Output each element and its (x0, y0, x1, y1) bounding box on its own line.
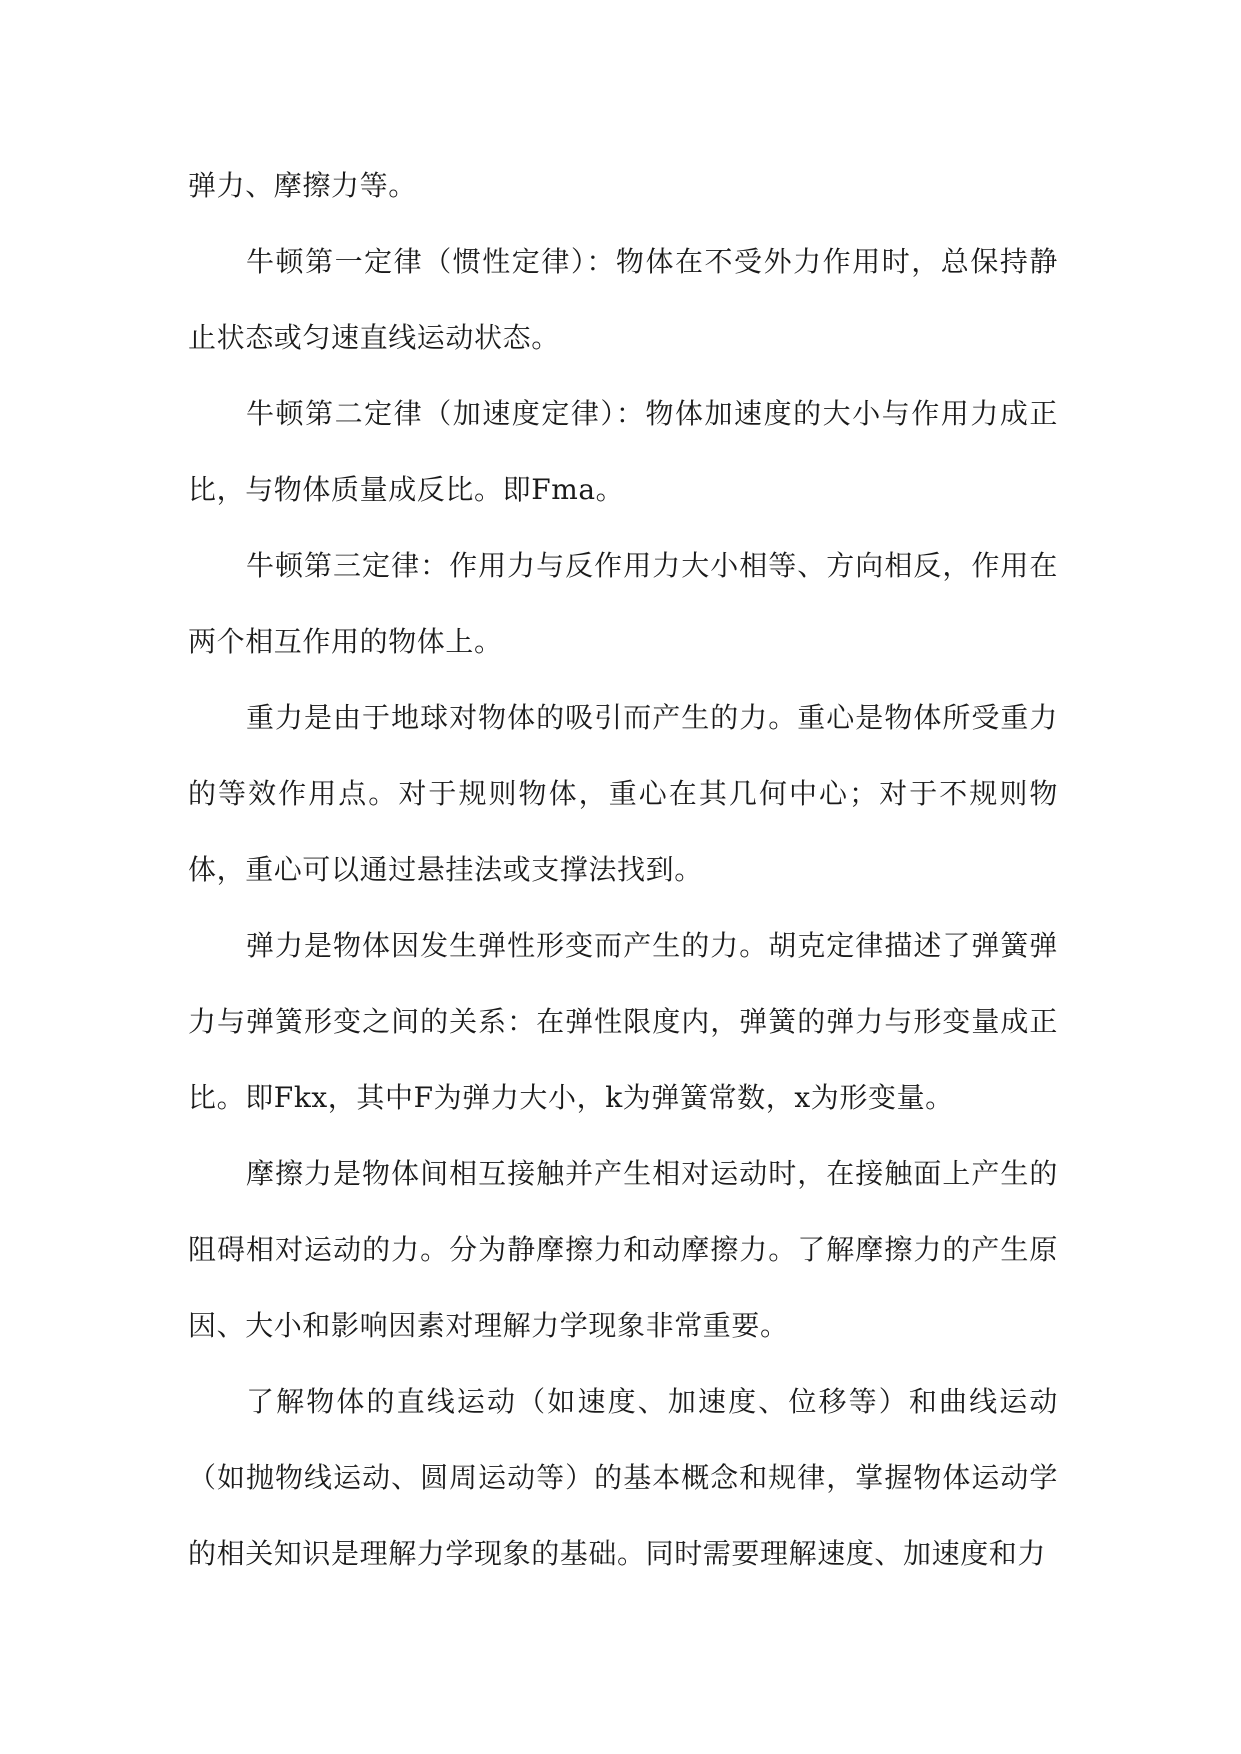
paragraph-continuation: 弹力、摩擦力等。 (188, 169, 417, 202)
paragraph-newton-first-law: 牛顿第一定律（惯性定律）：物体在不受外力作用时，总保持静止状态或匀速直线运动状态。 (188, 245, 1058, 354)
paragraph-gravity: 重力是由于地球对物体的吸引而产生的力。重心是物体所受重力的等效作用点。对于规则物体，重心在其几何中心；对于不规则物体，重心可以通过悬挂法或支撑法找到。 (188, 701, 1058, 886)
paragraph-newton-second-law: 牛顿第二定律（加速度定律）：物体加速度的大小与作用力成正比，与物体质量成反比。即Fma。 (188, 397, 1058, 506)
document-body (188, 148, 1058, 1592)
paragraph-motion: 了解物体的直线运动（如速度、加速度、位移等）和曲线运动（如抛物线运动、圆周运动等）的基本概念和规律，掌握物体运动学的相关知识是理解力学现象的基础。同时需要理解速度、加速度和力 (188, 1385, 1058, 1570)
paragraph-elastic-force: 弹力是物体因发生弹性形变而产生的力。胡克定律描述了弹簧弹力与弹簧形变之间的关系：在弹性限度内，弹簧的弹力与形变量成正比。即Fkx，其中F为弹力大小，k为弹簧常数，x为形变量。 (188, 929, 1058, 1114)
paragraph-newton-third-law: 牛顿第三定律：作用力与反作用力大小相等、方向相反，作用在两个相互作用的物体上。 (188, 549, 1058, 658)
paragraph-friction: 摩擦力是物体间相互接触并产生相对运动时，在接触面上产生的阻碍相对运动的力。分为静摩擦力和动摩擦力。了解摩擦力的产生原因、大小和影响因素对理解力学现象非常重要。 (188, 1157, 1058, 1342)
